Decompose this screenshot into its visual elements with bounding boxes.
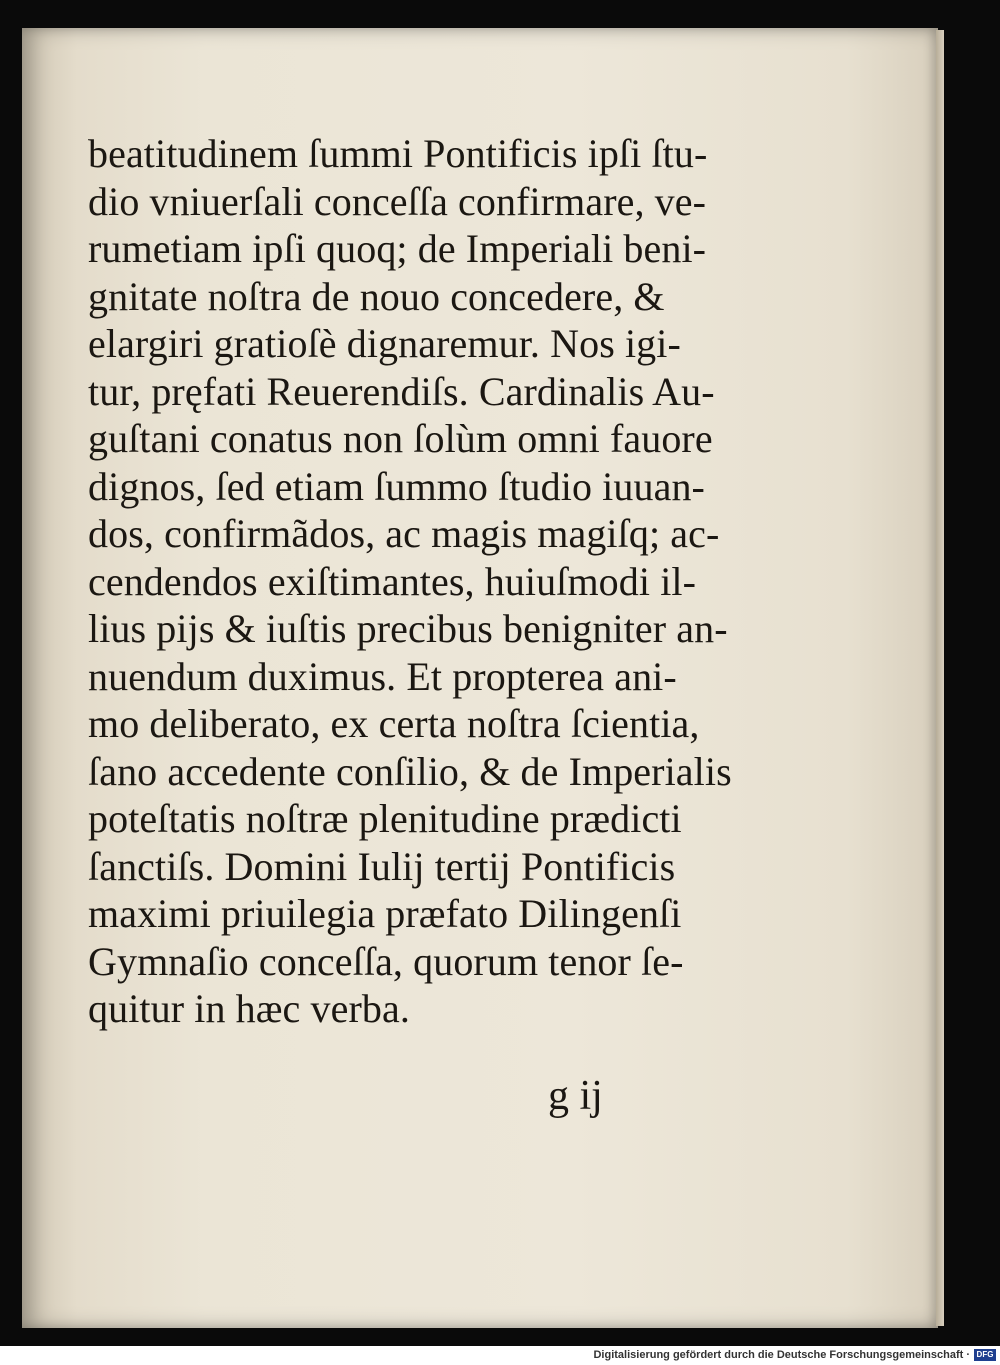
text-line: guſtani conatus non ſolùm omni fauore xyxy=(88,416,713,461)
signature-mark: g ij xyxy=(548,1073,603,1119)
text-line: gnitate noſtra de nouo concedere, & xyxy=(88,273,665,319)
text-line: rumetiam ipſi quoq; de Imperiali beni- xyxy=(88,226,707,271)
text-line: mo deliberato, ex certa noſtra ſcientia, xyxy=(88,701,700,746)
text-line: tur, pręfati Reuerendiſs. Cardinalis Au- xyxy=(88,368,715,414)
text-line: cendendos exiſtimantes, huiuſmodi il- xyxy=(88,558,697,604)
footer-credit: Digitalisierung gefördert durch die Deutsche Forschungsgemeinschaft · xyxy=(593,1349,970,1361)
text-line: beatitudinem ſummi Pontificis ipſi ſtu- xyxy=(88,131,708,176)
page-body-text xyxy=(88,130,738,1033)
text-line: dio vniuerſali conceſſa confirmare, ve- xyxy=(88,178,707,224)
text-line: dignos, ſed etiam ſummo ſtudio iuuan- xyxy=(88,463,705,509)
text-line: quitur in hæc verba. xyxy=(88,986,410,1031)
text-line: lius pijs & iuſtis precibus benigniter an- xyxy=(88,606,728,651)
page-edge xyxy=(936,30,944,1326)
text-line: Gymnaſio conceſſa, quorum tenor ſe- xyxy=(88,938,684,984)
text-line: ſanctiſs. Domini Iulij tertij Pontificis xyxy=(88,843,676,889)
text-line: dos, confirmãdos, ac magis magiſq; ac- xyxy=(88,511,720,556)
text-line: nuendum duximus. Et propterea ani- xyxy=(88,653,677,699)
text-line: elargiri gratioſè dignaremur. Nos igi- xyxy=(88,321,681,366)
text-line: poteſtatis noſtræ plenitudine prædicti xyxy=(88,796,682,841)
text-line: maximi priuilegia præfato Dilingenſi xyxy=(88,891,682,936)
dfg-logo: DFG xyxy=(974,1349,996,1361)
text-line: ſano accedente conſilio, & de Imperialis xyxy=(88,748,732,794)
